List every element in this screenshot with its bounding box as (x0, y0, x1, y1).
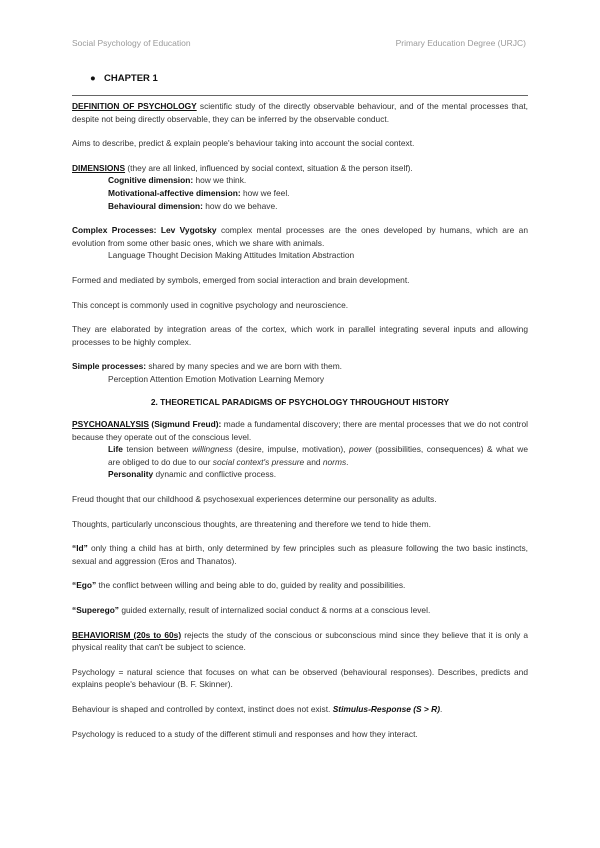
simple-processes-list: Perception Attention Emotion Motivation Learning Memory (108, 373, 325, 384)
chapter-heading (90, 73, 158, 84)
dimensions-paragraph: DIMENSIONS (they are all linked, influenced by social context, situation & the person itself). (72, 162, 413, 173)
concept-paragraph: This concept is commonly used in cognitive psychology and neuroscience. (72, 299, 349, 310)
divider (72, 95, 528, 96)
header-course: Social Psychology of Education (72, 38, 191, 48)
psychoanalysis-paragraph: PSYCHOANALYSIS (Sigmund Freud): made a fundamental discovery; there are mental processes that we do not control because they operate out of the conscious level. (72, 419, 528, 442)
thoughts-paragraph: Thoughts, particularly unconscious thoughts, are threatening and therefore we tend to hide them. (72, 518, 431, 529)
ego-paragraph: “Ego” the conflict between willing and being able to do, guided by reality and possibilities. (72, 580, 406, 591)
id-paragraph: “Id” only thing a child has at birth, only determined by few principles such as pleasure following the two basic instincts, sexual and aggression (Eros and Thanatos). (72, 543, 528, 566)
natural-science-paragraph: Psychology = natural science that focuses on what can be observed (behavioural responses). Describes, predicts and explains people's behaviour (B. F. Skinner). (72, 666, 528, 690)
life-item: Life tension between willingness (desire, impulse, motivation), power (possibilities, consequences) & what we are obliged to do due to our social context's pressure and norms. (108, 444, 528, 467)
bullet-icon: ● (90, 73, 96, 84)
document-body (72, 100, 528, 740)
personality-item: Personality dynamic and conflictive process. (108, 469, 277, 480)
complex-processes-paragraph: Complex Processes: Lev Vygotsky complex mental processes are the ones developed by humans, which are an evolution from some other basic ones, which we share with animals. (72, 225, 529, 248)
header-degree: Primary Education Degree (URJC) (395, 38, 526, 48)
simple-processes-paragraph: Simple processes: shared by many species and we are born with them. (72, 361, 342, 372)
superego-paragraph: “Superego” guided externally, result of internalized social conduct & norms at a conscious level. (72, 605, 431, 616)
behaviour-shaped-paragraph: Behaviour is shaped and controlled by context, instinct does not exist. Stimulus-Response (S > R). (72, 704, 443, 714)
elaborated-paragraph: They are elaborated by integration areas of the cortex, which work in parallel integrating several inputs and allowing processes to be highly complex. (72, 324, 528, 347)
dimension-item: Cognitive dimension: how we think. (108, 175, 247, 186)
dimension-item: Behavioural dimension: how do we behave. (108, 200, 278, 211)
definition-paragraph: DEFINITION OF PSYCHOLOGY scientific study of the directly observable behaviour, and of the mental processes that, despite not being directly observable, they can be inferred by the observable conduct. (72, 101, 529, 124)
aims-paragraph: Aims to describe, predict & explain people's behaviour taking into account the social context. (72, 138, 415, 149)
complex-processes-list: Language Thought Decision Making Attitudes Imitation Abstraction (108, 250, 355, 261)
dimension-item: Motivational-affective dimension: how we feel. (108, 187, 290, 198)
behaviorism-paragraph: BEHAVIORISM (20s to 60s) rejects the study of the conscious or subconscious mind since they believe that it is only a physical reality that can't be subject to science. (72, 629, 528, 653)
section-heading: 2. THEORETICAL PARADIGMS OF PSYCHOLOGY THROUGHOUT HISTORY (150, 396, 450, 407)
formed-paragraph: Formed and mediated by symbols, emerged from social interaction and brain development. (72, 274, 410, 285)
reduced-paragraph: Psychology is reduced to a study of the different stimuli and responses and how they interact. (72, 728, 418, 739)
freud-childhood-paragraph: Freud thought that our childhood & psychosexual experiences determine our personality as adults. (72, 494, 437, 505)
chapter-title: CHAPTER 1 (104, 73, 158, 84)
